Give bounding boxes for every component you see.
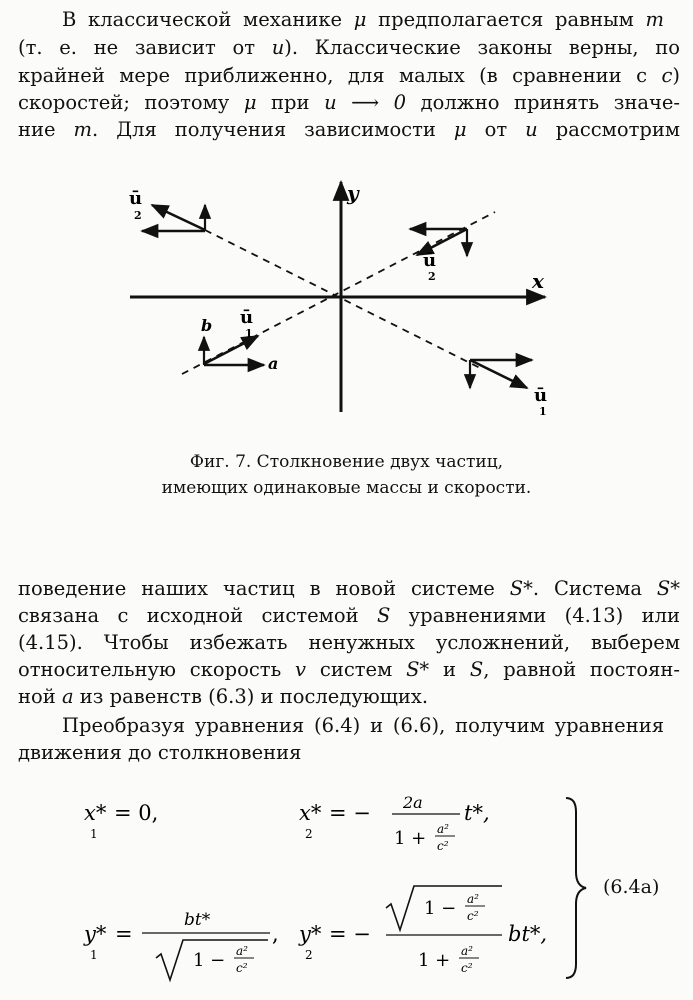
top-line-1: В классической механике μ предполагается равным m [62,8,664,31]
eq-y1-den-frac-den: c² [236,961,248,975]
eq-x2-num: 2a [403,793,423,812]
top-line-2: (т. е. не зависит от u). Классические законы верны, по [18,36,680,59]
eq-x1-rhs: = 0, [114,801,159,825]
eq-x2-den-frac-den: c² [437,839,449,853]
label-u1-left-sub: 1 [245,327,253,340]
eq-y2-num-frac-den: c² [467,909,479,923]
eq-x1-var: x* [84,801,107,825]
axis-x-label: x [532,269,544,293]
eq-x2-var: x* [299,801,322,825]
label-u2-right-sub: 2 [428,270,436,283]
eq-x2-sub: 2 [305,827,313,841]
u1-right-velocity-arrow [470,360,527,388]
caption-line-1: Фиг. 7. Столкновение двух частиц, [189,452,504,472]
eq-y1-var: y* [84,922,107,946]
eq-y2-den-frac-den: c² [461,961,473,975]
eq-y2-num-frac-num: a² [467,892,479,906]
label-b: b [201,316,213,335]
top-line-5: ние m. Для получения зависимости μ от u рассмотрим [18,118,680,141]
eq-y2-sub: 2 [305,948,313,962]
eq-y2-den-prefix: 1 + [418,950,451,971]
bottom-para2-line-1: Преобразуя уравнения (6.4) и (6.6), получим уравнения [62,714,664,737]
eq-y1-sub: 1 [90,948,98,962]
bottom-line-5: ной a из равенств (6.3) и последующих. [18,685,429,708]
eq-x2-tail: t*, [464,801,490,825]
bottom-line-4: относительную скорость v систем S* и S, равной постоян- [18,658,680,681]
u1-velocity-arrow [204,336,258,364]
label-a: a [268,354,279,373]
top-line-3: крайней мере приближенно, для малых (в сравнении с c) [18,64,680,87]
eq-x2-eq: = − [329,801,371,825]
eq-x2-den-frac-num: a² [437,822,449,836]
eq-y1-tail: , [272,922,279,946]
eq-y2-var: y* [299,922,322,946]
equations-block [0,780,693,1000]
eq-y1-eq: = [115,922,133,946]
collision-figure [0,0,693,440]
bottom-line-3: (4.15). Чтобы избежать ненужных усложнений, выберем [18,631,680,654]
label-u2-top: ū [129,188,143,209]
bottom-line-1: поведение наших частиц в новой системе S*. Система S* [18,577,680,600]
top-line-4: скоростей; поэтому μ при u ⟶ 0 должно принять значе- [18,91,680,114]
eq-y2-eq: = − [329,922,371,946]
u2-velocity-arrow [152,205,205,230]
eq-x1-sub: 1 [90,827,98,841]
bottom-para2-line-2: движения до столкновения [18,741,302,764]
label-u2-top-sub: 2 [134,209,142,222]
label-u2-right: ū [423,250,437,271]
eq-y1-num: bt* [184,910,211,930]
axis-y-label: y [347,181,359,205]
eq-x2-den-prefix: 1 + [394,828,427,849]
eq-y1-den-frac-num: a² [236,944,248,958]
eq-y2-den-frac-num: a² [461,944,473,958]
caption-line-2: имеющих одинаковые массы и скорости. [161,478,532,498]
eq-y2-tail: bt*, [508,922,548,946]
label-u1-bottom-sub: 1 [539,405,547,418]
system-brace [566,798,586,978]
label-u1-left: ū [240,307,254,328]
bottom-line-2: связана с исходной системой S уравнениями (4.13) или [18,604,680,627]
label-u1-bottom: ū [534,385,548,406]
equation-number: (6.4a) [603,876,660,898]
eq-y2-num-prefix: 1 − [424,898,457,919]
eq-y1-den-prefix: 1 − [193,950,226,971]
